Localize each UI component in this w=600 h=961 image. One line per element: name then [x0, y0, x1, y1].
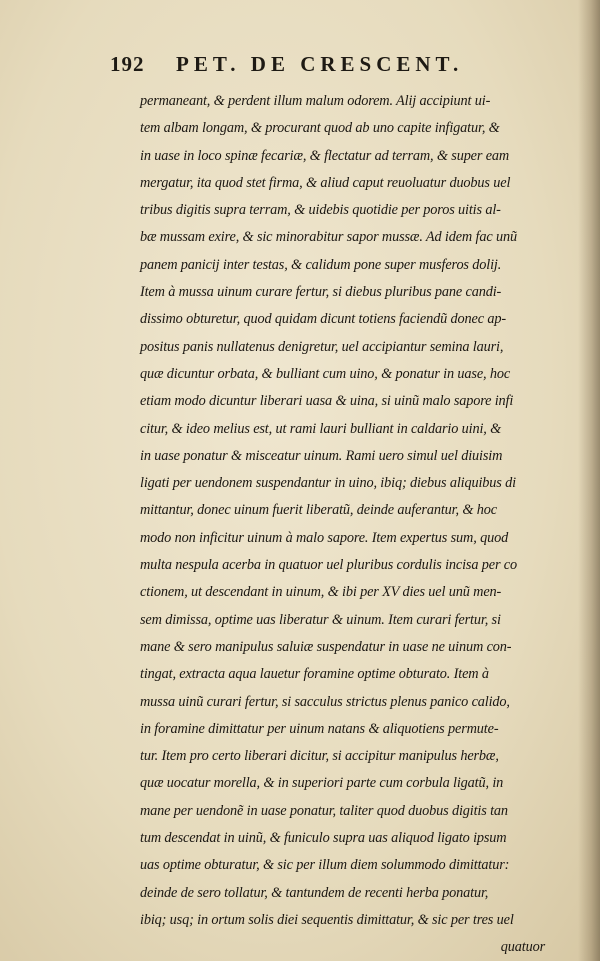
text-line: mergatur, ita quod stet firma, & aliud caput reuoluatur duobus uel [140, 174, 511, 191]
text-line: positus panis nullatenus denigretur, uel accipiantur semina lauri, [140, 338, 504, 355]
text-line: bæ mussam exire, & sic minorabitur sapor mussæ. Ad idem fac unũ [140, 229, 517, 246]
text-line: mussa uinũ curari fertur, si sacculus strictus plenus panico calido, [140, 693, 510, 710]
text-line: ctionem, ut descendant in uinum, & ibi per XV dies uel unũ men- [140, 584, 502, 601]
text-line: sem dimissa, optime uas liberatur & uinum. Item curari fertur, si [140, 611, 501, 628]
text-line: quatuor [500, 939, 545, 956]
text-line: etiam modo dicuntur liberari uasa & uina, si uinũ malo sapore infi [140, 393, 514, 410]
text-line: citur, & ideo melius est, ut rami lauri bulliant in caldario uini, & [140, 420, 502, 437]
page-header [110, 52, 540, 82]
text-line: permaneant, & perdent illum malum odorem. Alij accipiunt ui- [140, 93, 491, 109]
text-line: uas optime obturatur, & sic per illum diem solummodo dimittatur: [140, 857, 510, 874]
page-gutter-shadow [578, 0, 600, 961]
text-line: tingat, extracta aqua lauetur foramine optime obturato. Item à [140, 666, 489, 683]
text-line: tur. Item pro certo liberari dicitur, si accipitur manipulus herbæ, [140, 748, 499, 765]
text-line: ligati per uendonem suspendantur in uino, ibiq; diebus aliquibus di [140, 475, 516, 492]
text-line: tribus digitis supra terram, & uidebis quotidie per poros uitis al- [140, 202, 501, 219]
text-line: mane per uendonẽ in uase ponatur, taliter quod duobus digitis tan [140, 802, 508, 819]
text-line: panem panicij inter testas, & calidum pone super musferos dolij. [140, 256, 502, 273]
text-line: tum descendat in uinũ, & funiculo supra uas aliquod ligato ipsum [140, 830, 507, 847]
text-line: modo non inficitur uinum à malo sapore. Item expertus sum, quod [140, 529, 509, 546]
text-line: Item à mussa uinum curare fertur, si diebus pluribus pane candi- [140, 284, 502, 301]
text-line: quæ dicuntur orbata, & bulliant cum uino, & ponatur in uase, hoc [140, 365, 511, 382]
text-line: in uase ponatur & misceatur uinum. Rami uero simul uel diuisim [140, 447, 503, 464]
text-line: deinde de sero tollatur, & tantundem de recenti herba ponatur, [140, 884, 489, 901]
text-line: tem albam longam, & procurant quod ab uno capite infigatur, & [140, 120, 500, 137]
text-line: dissimo obturetur, quod quidam dicunt totiens faciendũ donec ap- [140, 311, 506, 328]
text-line: quæ uocatur morella, & in superiori parte cum corbula ligatũ, in [140, 775, 504, 792]
body-text [140, 88, 545, 961]
text-line: ibiq; usq; in ortum solis diei sequentis dimittatur, & sic per tres uel [140, 911, 514, 928]
text-line: mane & sero manipulus saluiæ suspendatur in uase ne uinum con- [140, 638, 512, 655]
text-line: multa nespula acerba in quatuor uel pluribus cordulis incisa per co [140, 557, 517, 574]
text-line: in uase in loco spinæ fecariæ, & flectatur ad terram, & super eam [140, 147, 510, 164]
text-line: mittantur, donec uinum fuerit liberatũ, deinde auferantur, & hoc [140, 502, 497, 519]
page-number: 192 [110, 52, 145, 76]
running-title: PET. DE CRESCENT. [176, 52, 464, 76]
text-line: in foramine dimittatur per uinum natans & aliquotiens permute- [140, 720, 499, 737]
